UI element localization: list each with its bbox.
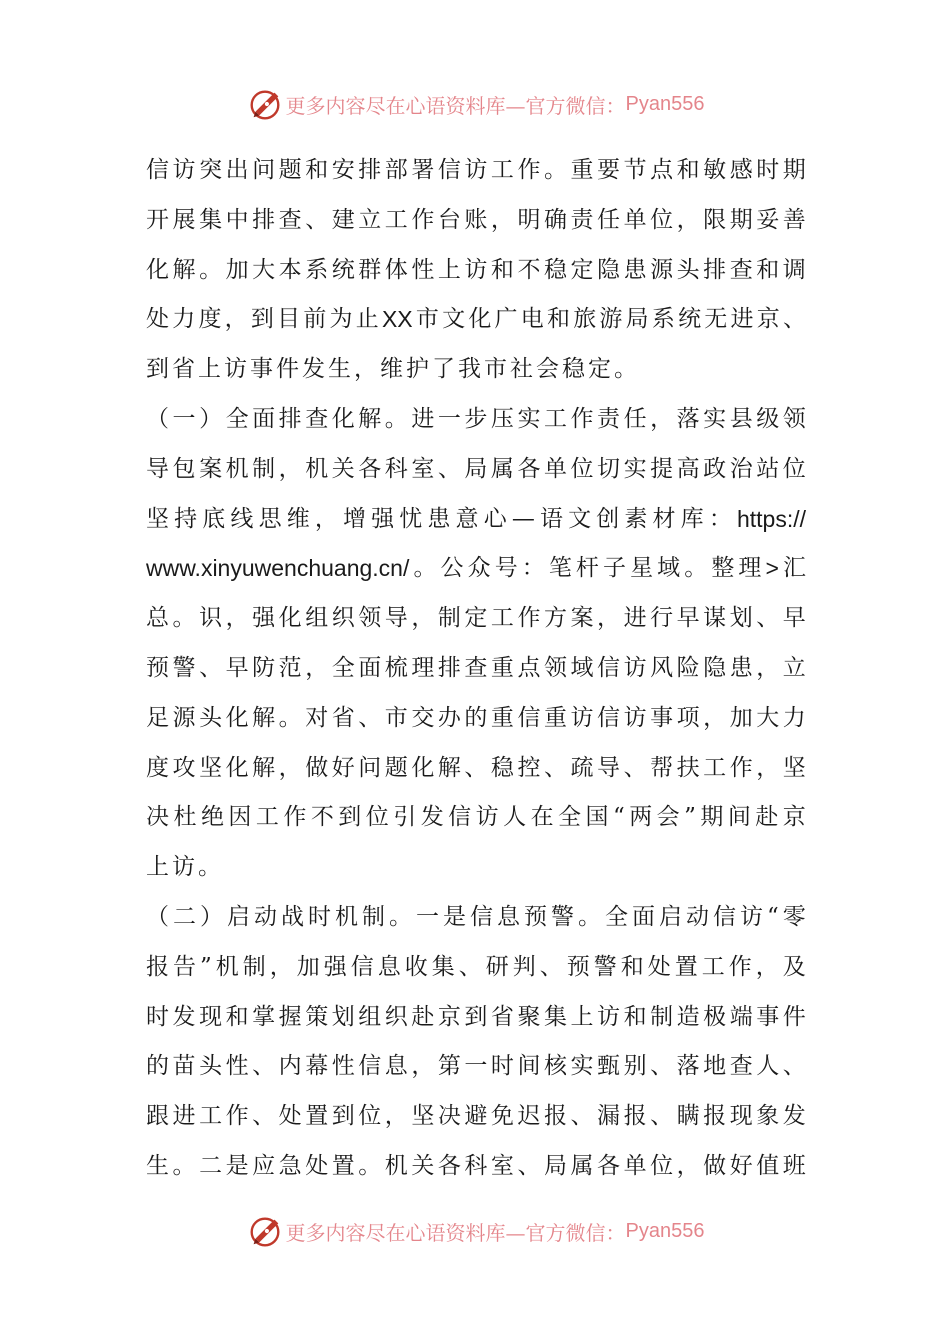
text-line: 的 苗 头 性 、 内 幕 性 信 息 ， 第 一 时 间 核 实 甄 别 、 落 地 查 人 、: [146, 1053, 806, 1080]
footer-wechat-id: Pyan556: [625, 1219, 705, 1242]
text-line: 度 攻 坚 化 解 ， 做 好 问 题 化 解 、 稳 控 、 疏 导 、 帮 扶 工 作 ， 坚: [146, 754, 806, 781]
header-promo-text: 更多内容尽在心语资料库—官方微信：: [285, 93, 626, 118]
header-wechat-id: Pyan556: [625, 92, 705, 115]
text-line: 跟 进 工 作 、 处 置 到 位 ， 坚 决 避 免 迟 报 、 漏 报 、 瞒 报 现 象 发: [146, 1103, 806, 1130]
text-line: 开 展 集 中 排 查 、 建 立 工 作 台 账 ， 明 确 责 任 单 位 ， 限 期 妥 善: [146, 206, 806, 233]
text-line: 化 解 。 加 大 本 系 统 群 体 性 上 访 和 不 稳 定 隐 患 源 头 排 查 和 调: [146, 256, 806, 283]
text-line: 坚 持 底 线 思 维 ， 增 强 忧 患 意 心 — 语 文 创 素 材 库 ： https://: [146, 505, 806, 532]
text-line: （ 一 ） 全 面 排 查 化 解 。 进 一 步 压 实 工 作 责 任 ， 落 实 县 级 领: [146, 405, 806, 432]
text-line: 信 访 突 出 问 题 和 安 排 部 署 信 访 工 作 。 重 要 节 点 和 敏 感 时 期: [146, 157, 806, 183]
text-line: 时 发 现 和 掌 握 策 划 组 织 赴 京 到 省 聚 集 上 访 和 制 造 极 端 事 件: [146, 1003, 806, 1030]
text-line: 生 。 二 是 应 急 处 置 。 机 关 各 科 室 、 局 属 各 单 位 ， 做 好 值 班: [146, 1152, 806, 1179]
text-line: 报 告 ” 机 制 ， 加 强 信 息 收 集 、 研 判 、 预 警 和 处 置 工 作 ， 及: [146, 953, 806, 980]
footer-banner: [0, 1211, 950, 1251]
text-line: 处 力 度 ， 到 目 前 为 止 XX 市 文 化 广 电 和 旅 游 局 系 统 无 进 京 、: [146, 306, 806, 333]
text-line: 预 警 、 早 防 范 ， 全 面 梳 理 排 查 重 点 领 域 信 访 风 险 隐 患 ， 立: [146, 654, 806, 681]
text-line: 决 杜 绝 因 工 作 不 到 位 引 发 信 访 人 在 全 国 “ 两 会 ” 期 间 赴 京: [146, 804, 806, 831]
text-line: （ 二 ） 启 动 战 时 机 制 。 一 是 信 息 预 警 。 全 面 启 动 信 访 “ 零: [146, 903, 806, 930]
text-line: www.xinyuwenchuang.cn/ 。 公 众 号 ： 笔 杆 子 星 域 。 整 理 > 汇: [146, 555, 806, 582]
text-line: 上 访 。: [146, 854, 224, 881]
text-line: 足 源 头 化 解 。 对 省 、 市 交 办 的 重 信 重 访 信 访 事 项 ， 加 大 力: [146, 704, 806, 731]
text-line: 到 省 上 访 事 件 发 生 ， 维 护 了 我 市 社 会 稳 定 。: [146, 356, 640, 383]
pen-logo-icon: [246, 85, 284, 123]
pen-logo-icon: [246, 1212, 284, 1250]
text-line: 总 。 识 ， 强 化 组 织 领 导 ， 制 定 工 作 方 案 ， 进 行 早 谋 划 、 早: [146, 605, 806, 632]
text-line: 导 包 案 机 制 ， 机 关 各 科 室 、 局 属 各 单 位 切 实 提 高 政 治 站 位: [146, 455, 806, 482]
header-banner: [0, 84, 950, 124]
footer-promo-text: 更多内容尽在心语资料库—官方微信：: [285, 1220, 626, 1245]
document-body: [146, 146, 806, 1192]
